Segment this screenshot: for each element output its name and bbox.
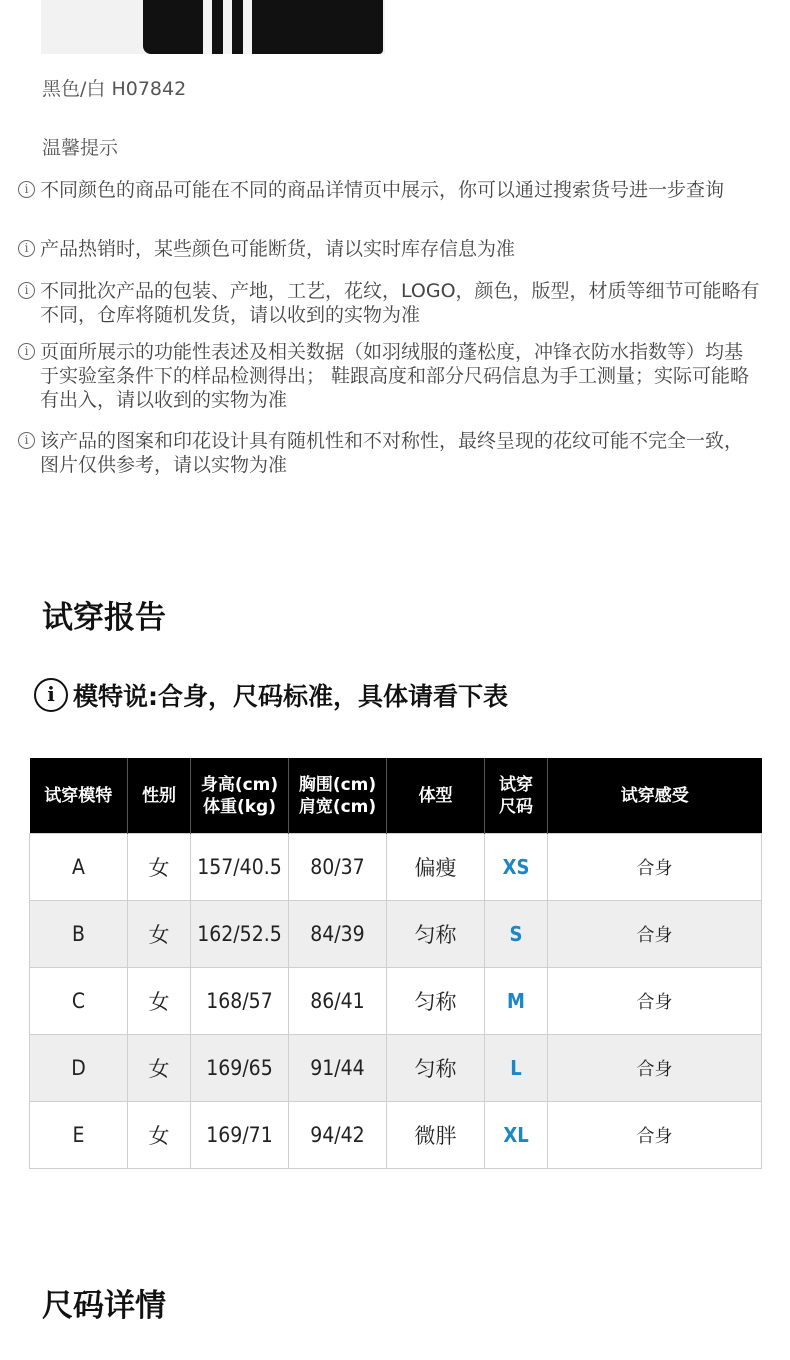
header-model: 试穿模特 — [30, 758, 128, 834]
header-chest: 胸围(cm) — [298, 774, 377, 795]
cell-body-type: 匀称 — [387, 1035, 485, 1102]
tip-text: 不同批次产品的包装、产地，工艺，花纹，LOGO，颜色，版型，材质等细节可能略有不同，仓库将随机发货，请以收到的实物为准 — [40, 280, 760, 326]
cell-model: D — [30, 1035, 128, 1102]
header-size — [485, 758, 548, 834]
tip-item — [18, 178, 760, 202]
cell-chest-shoulder: 84/39 — [289, 901, 387, 968]
cell-feel: 合身 — [548, 1035, 762, 1102]
cell-model: E — [30, 1102, 128, 1169]
cell-chest-shoulder: 80/37 — [289, 834, 387, 901]
cell-size: XL — [485, 1102, 548, 1169]
cell-body-type: 微胖 — [387, 1102, 485, 1169]
cell-size: S — [485, 901, 548, 968]
info-icon: i — [18, 240, 35, 257]
cell-body-type: 匀称 — [387, 901, 485, 968]
cell-chest-shoulder: 94/42 — [289, 1102, 387, 1169]
garment-stripe — [203, 0, 212, 54]
cell-height-weight: 169/65 — [191, 1035, 289, 1102]
tip-text: 该产品的图案和印花设计具有随机性和不对称性，最终呈现的花纹可能不完全一致，图片仅供参考，请以实物为准 — [40, 430, 744, 476]
cell-feel: 合身 — [548, 1102, 762, 1169]
tip-item — [18, 279, 760, 327]
tip-text: 页面所展示的功能性表述及相关数据（如羽绒服的蓬松度，冲锋衣防水指数等）均基于实验室条件下的样品检测得出； 鞋跟高度和部分尺码信息为手工测量；实际可能略有出入，请以收到的实物为准 — [40, 341, 750, 411]
cell-gender: 女 — [128, 1102, 191, 1169]
cell-height-weight: 162/52.5 — [191, 901, 289, 968]
cell-model: B — [30, 901, 128, 968]
cell-size: M — [485, 968, 548, 1035]
cell-height-weight: 168/57 — [191, 968, 289, 1035]
color-code: 黑色/白 H07842 — [42, 78, 187, 100]
header-height-weight — [191, 758, 289, 834]
table-header-row — [30, 758, 762, 834]
cell-model: A — [30, 834, 128, 901]
table-row — [30, 1102, 762, 1169]
model-note — [34, 677, 508, 713]
cell-chest-shoulder: 86/41 — [289, 968, 387, 1035]
product-image — [41, 0, 385, 54]
cell-model: C — [30, 968, 128, 1035]
table-row — [30, 968, 762, 1035]
info-icon: i — [18, 343, 35, 360]
tip-item — [18, 237, 760, 261]
table-row — [30, 1035, 762, 1102]
tip-item — [18, 429, 760, 477]
info-icon: i — [34, 678, 68, 712]
table-row — [30, 901, 762, 968]
cell-gender: 女 — [128, 968, 191, 1035]
cell-height-weight: 157/40.5 — [191, 834, 289, 901]
cell-size: L — [485, 1035, 548, 1102]
cell-height-weight: 169/71 — [191, 1102, 289, 1169]
header-shoulder: 肩宽(cm) — [298, 796, 377, 817]
tips-title: 温馨提示 — [42, 137, 119, 159]
header-height: 身高(cm) — [200, 774, 279, 795]
header-chest-shoulder — [289, 758, 387, 834]
info-icon: i — [18, 282, 35, 299]
model-note-text: 模特说:合身，尺码标准，具体请看下表 — [73, 682, 508, 711]
tip-text: 产品热销时，某些颜色可能断货，请以实时库存信息为准 — [40, 238, 516, 260]
cell-feel: 合身 — [548, 834, 762, 901]
header-weight: 体重(kg) — [202, 796, 276, 817]
header-gender: 性别 — [128, 758, 191, 834]
cell-gender: 女 — [128, 901, 191, 968]
cell-feel: 合身 — [548, 901, 762, 968]
tip-item — [18, 340, 760, 412]
cell-feel: 合身 — [548, 968, 762, 1035]
cell-size: XS — [485, 834, 548, 901]
cell-body-type: 偏瘦 — [387, 834, 485, 901]
cell-gender: 女 — [128, 834, 191, 901]
table-row — [30, 834, 762, 901]
garment-stripe — [243, 0, 252, 54]
tip-text: 不同颜色的商品可能在不同的商品详情页中展示，你可以通过搜索货号进一步查询 — [40, 179, 725, 201]
header-feel: 试穿感受 — [548, 758, 762, 834]
info-icon: i — [18, 181, 35, 198]
report-title: 试穿报告 — [42, 600, 166, 636]
size-details-title: 尺码详情 — [42, 1288, 166, 1324]
header-size-line2: 尺码 — [499, 796, 533, 817]
cell-body-type: 匀称 — [387, 968, 485, 1035]
info-icon: i — [18, 432, 35, 449]
cell-chest-shoulder: 91/44 — [289, 1035, 387, 1102]
cell-gender: 女 — [128, 1035, 191, 1102]
garment-shape — [143, 0, 383, 54]
garment-stripe — [223, 0, 232, 54]
fit-report-table — [29, 758, 762, 1169]
header-body-type: 体型 — [387, 758, 485, 834]
header-size-line1: 试穿 — [499, 774, 533, 795]
